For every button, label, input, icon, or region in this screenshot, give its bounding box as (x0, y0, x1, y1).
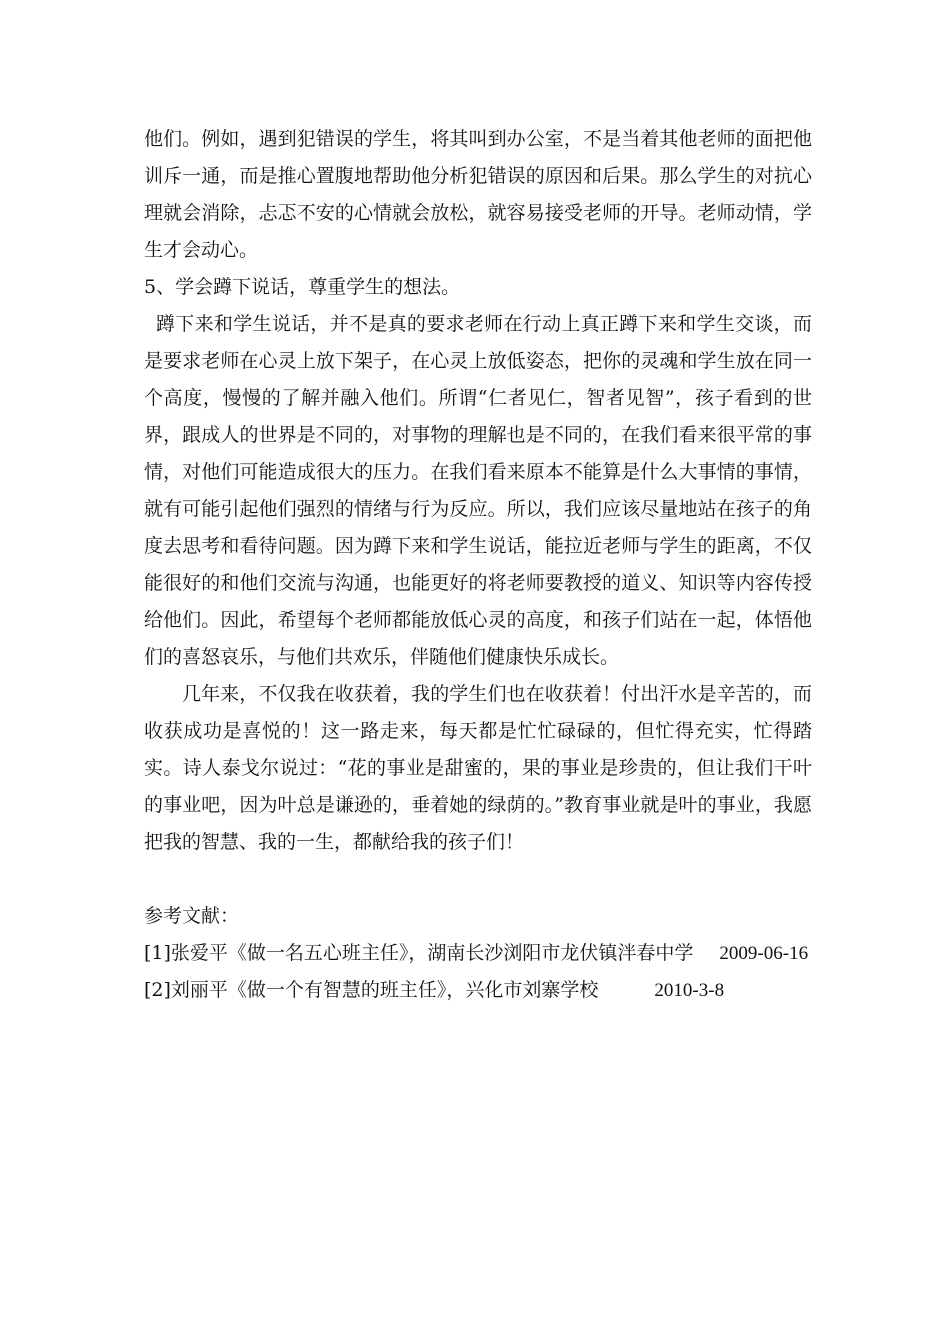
paragraph-continuation: 他们。例如，遇到犯错误的学生，将其叫到办公室，不是当着其他老师的面把他训斥一通，而是推心置腹地帮助他分析犯错误的原因和后果。那么学生的对抗心理就会消除，忐忑不安的心情就会放松，就容易接受老师的开导。老师动情，学生才会动心。 (144, 128, 812, 261)
references-title: 参考文献： (144, 905, 240, 927)
paragraph-squat-down: 蹲下来和学生说话，并不是真的要求老师在行动上真正蹲下来和学生交谈，而是要求老师在心灵上放下架子，在心灵上放低姿态，把你的灵魂和学生放在同一个高度，慢慢的了解并融入他们。所谓“仁者见仁，智者见智”，孩子看到的世界，跟成人的世界是不同的，对事物的理解也是不同的，在我们看来很平常的事情，对他们可能造成很大的压力。在我们看来原本不能算是什么大事情的事情，就有可能引起他们强烈的情绪与行为反应。所以，我们应该尽量地站在孩子的角度去思考和看待问题。因为蹲下来和学生说话，能拉近老师与学生的距离，不仅能很好的和他们交流与沟通，也能更好的将老师要教授的道义、知识等内容传授给他们。因此，希望每个老师都能放低心灵的高度，和孩子们站在一起，体悟他们的喜怒哀乐，与他们共欢乐，伴随他们健康快乐成长。 (144, 313, 812, 668)
paragraph-conclusion: 几年来，不仅我在收获着，我的学生们也在收获着！付出汗水是辛苦的，而收获成功是喜悦的！这一路走来，每天都是忙忙碌碌的，但忙得充实，忙得踏实。诗人泰戈尔说过：“花的事业是甜蜜的，果的事业是珍贵的，但让我们干叶的事业吧，因为叶总是谦逊的，垂着她的绿荫的。”教育事业就是叶的事业，我愿把我的智慧、我的一生，都献给我的孩子们！ (144, 683, 812, 853)
reference-date: 2009-06-16 (719, 943, 809, 964)
reference-item (144, 935, 812, 972)
document-body (144, 121, 812, 1009)
reference-date: 2010-3-8 (654, 980, 725, 1001)
blank-line (144, 861, 812, 898)
section-heading: 5、学会蹲下说话，尊重学生的想法。 (144, 276, 461, 298)
reference-text: [2]刘丽平《做一个有智慧的班主任》，兴化市刘寨学校 (144, 979, 599, 1001)
reference-item (144, 972, 812, 1009)
reference-text: [1]张爱平《做一名五心班主任》，湖南长沙浏阳市龙伏镇泮春中学 (144, 942, 694, 964)
